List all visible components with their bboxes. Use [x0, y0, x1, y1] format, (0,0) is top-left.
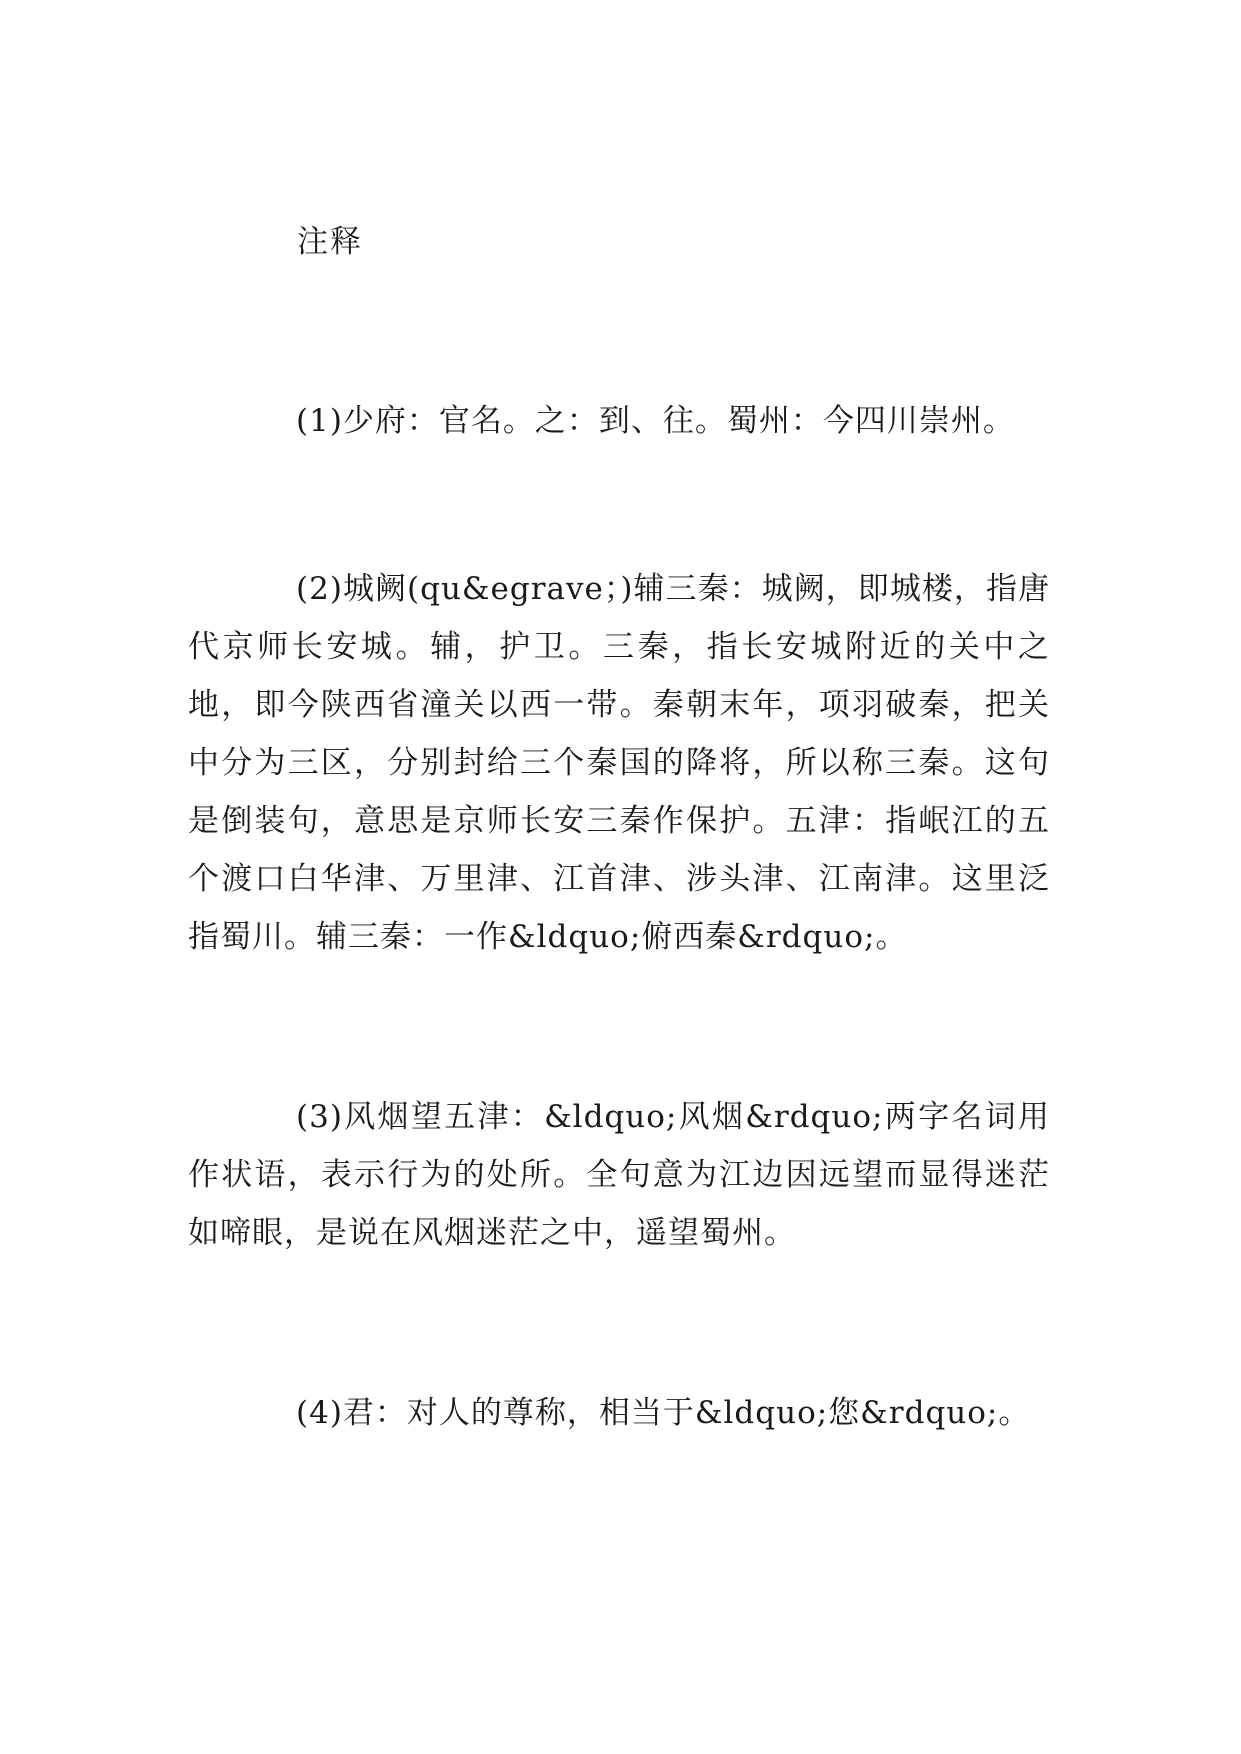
section-heading: 注释 [297, 224, 363, 260]
note-paragraph-3: (3)风烟望五津：&ldquo;风烟&rdquo;两字名词用作状语，表示行为的处所。全句意为江边因远望而显得迷茫如啼眼，是说在风烟迷茫之中，遥望蜀州。 [188, 1099, 1050, 1251]
note-paragraph-2: (2)城阙(qu&egrave；)辅三秦：城阙，即城楼，指唐代京师长安城。辅，护卫。三秦，指长安城附近的关中之地，即今陕西省潼关以西一带。秦朝末年，项羽破秦，把关中分为三区，分别封给三个秦国的降将，所以称三秦。这句是倒装句，意思是京师长安三秦作保护。五津：指岷江的五个渡口白华津、万里津、江首津、涉头津、江南津。这里泛指蜀川。辅三秦：一作&ldquo;俯西秦&rdquo;。 [188, 571, 1050, 955]
note-paragraph-1: (1)少府：官名。之：到、往。蜀州：今四川崇州。 [296, 403, 1015, 439]
note-paragraph-4: (4)君：对人的尊称，相当于&ldquo;您&rdquo;。 [296, 1395, 1031, 1431]
